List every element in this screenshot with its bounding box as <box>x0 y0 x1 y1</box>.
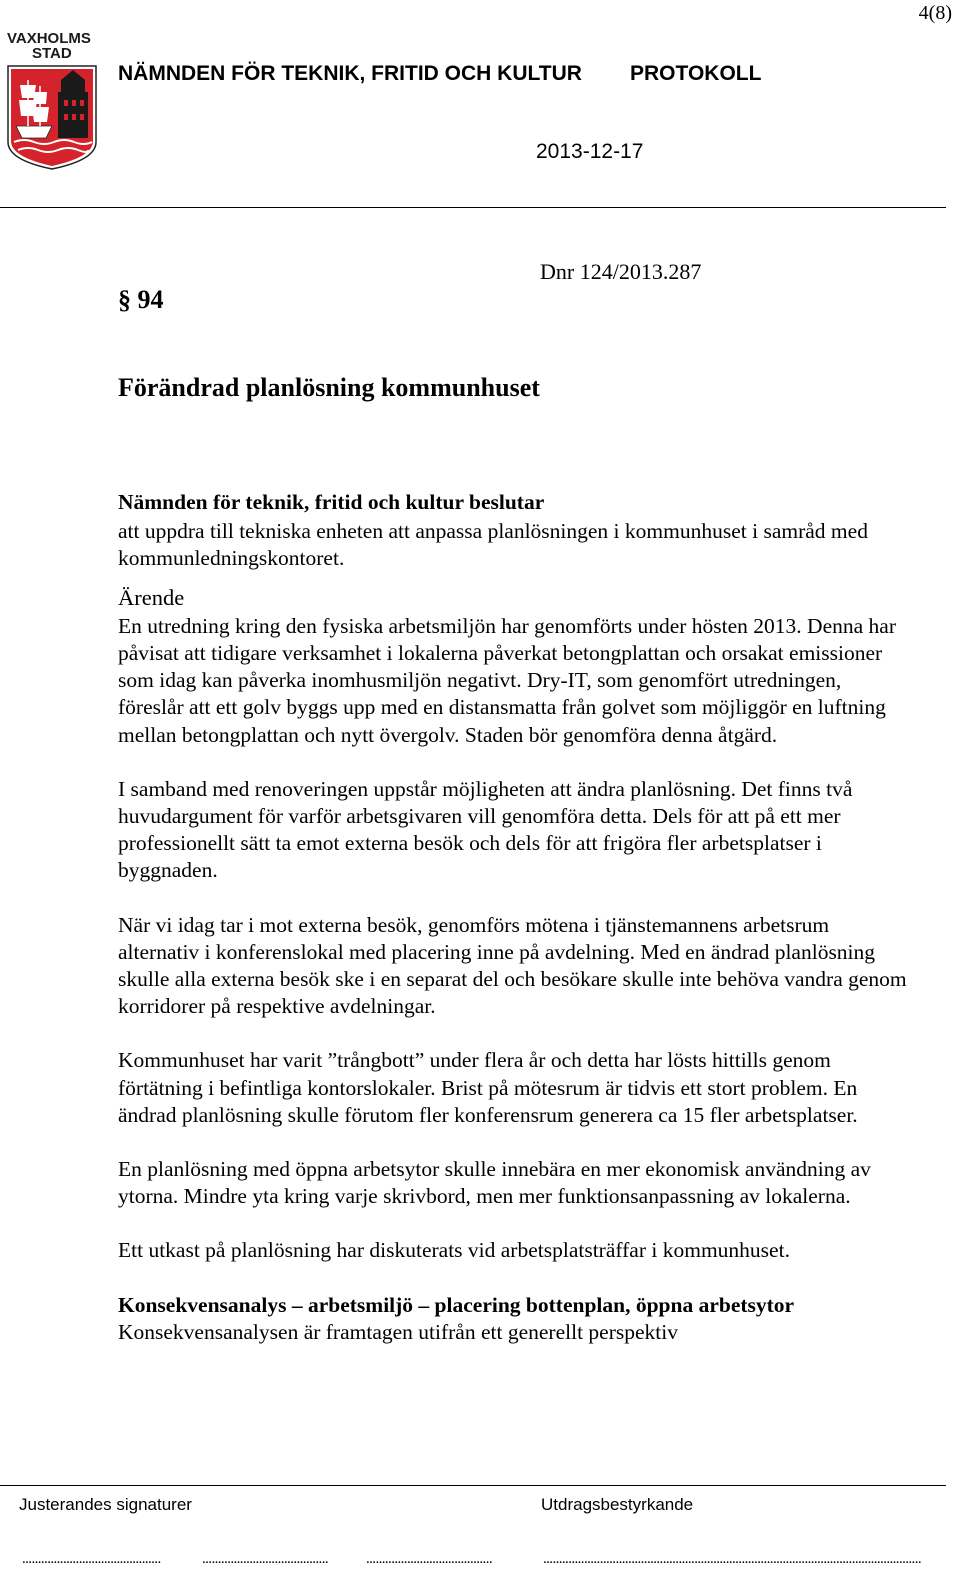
meeting-date: 2013-12-17 <box>536 140 644 163</box>
signature-line: ............................................ <box>22 1551 161 1567</box>
analysis-heading: Konsekvensanalys – arbetsmiljö – placering bottenplan, öppna arbetsytor <box>118 1292 795 1317</box>
matter-paragraph: En planlösning med öppna arbetsytor skulle innebära en mer ekonomisk användning av ytorna. Mindre yta kring varje skrivbord, men mer funktionsanpassning av lokalerna. <box>118 1157 871 1209</box>
logo-text-vaxholms: VAXHOLMS <box>7 30 91 47</box>
signatures-label: Justerandes signaturer <box>19 1495 192 1514</box>
vaxholm-coat-of-arms-logo <box>6 30 98 170</box>
header-divider <box>0 207 946 208</box>
extract-certification-label: Utdragsbestyrkande <box>541 1495 694 1514</box>
signature-line: ........................................ <box>202 1551 329 1567</box>
protocol-body <box>118 489 908 1346</box>
decision-heading: Nämnden för teknik, fritid och kultur beslutar <box>118 490 545 514</box>
matter-paragraph: När vi idag tar i mot externa besök, genomförs mötena i tjänstemannens arbetsrum alternativ i konferenslokal med placering inne på avdelning. Med en ändrad planlösning skulle alla externa besök ske i en separat del och besökare skulle inte behöva vandra genom korridorer på respektive avdelningar. <box>118 912 907 1019</box>
logo-text-stad: STAD <box>32 45 72 62</box>
document-type: PROTOKOLL <box>630 62 762 85</box>
extract-signature-line: ........................................................................................................................ <box>543 1551 922 1567</box>
analysis-text: Konsekvensanalysen är framtagen utifrån ett generellt perspektiv <box>118 1319 678 1344</box>
matter-heading: Ärende <box>118 584 185 610</box>
matter-paragraph: Kommunhuset har varit ”trångbott” under flera år och detta har lösts hittills genom förtätning i befintliga kontorslokaler. Brist på mötesrum är tidvis ett stort problem. En ändrad planlösning skulle förutom fler konferensrum generera ca 15 fler arbetsplatser. <box>118 1048 858 1127</box>
decision-text: att uppdra till tekniska enheten att anpassa planlösningen i kommunhuset i samråd med kommunledningskontoret. <box>118 519 868 571</box>
signature-line: ........................................ <box>366 1551 493 1567</box>
page-number: 4(8) <box>918 2 952 24</box>
case-title: Förändrad planlösning kommunhuset <box>118 373 540 402</box>
footer-divider <box>0 1485 946 1486</box>
committee-name: NÄMNDEN FÖR TEKNIK, FRITID OCH KULTUR <box>118 62 582 85</box>
case-number: Dnr 124/2013.287 <box>540 259 702 284</box>
matter-paragraph: Ett utkast på planlösning har diskuterats vid arbetsplatsträffar i kommunhuset. <box>118 1238 790 1263</box>
paragraph-number: § 94 <box>118 285 164 314</box>
matter-paragraph: En utredning kring den fysiska arbetsmiljön har genomförts under hösten 2013. Denna har påvisat att tidigare verksamhet i lokalerna påverkat betongplattan och orsakat emissioner som idag kan påverka inomhusmiljön negativt. Dry-IT, som genomfört utredningen, föreslår att ett golv byggs upp med en distansmatta från golvet som möjliggör en luftning mellan betongplattan och nytt övergolv. Staden bör genomföra denna åtgärd. <box>118 613 896 747</box>
matter-paragraph: I samband med renoveringen uppstår möjligheten att ändra planlösning. Det finns två huvudargument för varför arbetsgivaren vill genomföra detta. Dels för att på ett mer professionellt sätt ta emot externa besök och dels för att frigöra fler arbetsplatser i byggnaden. <box>118 776 853 883</box>
